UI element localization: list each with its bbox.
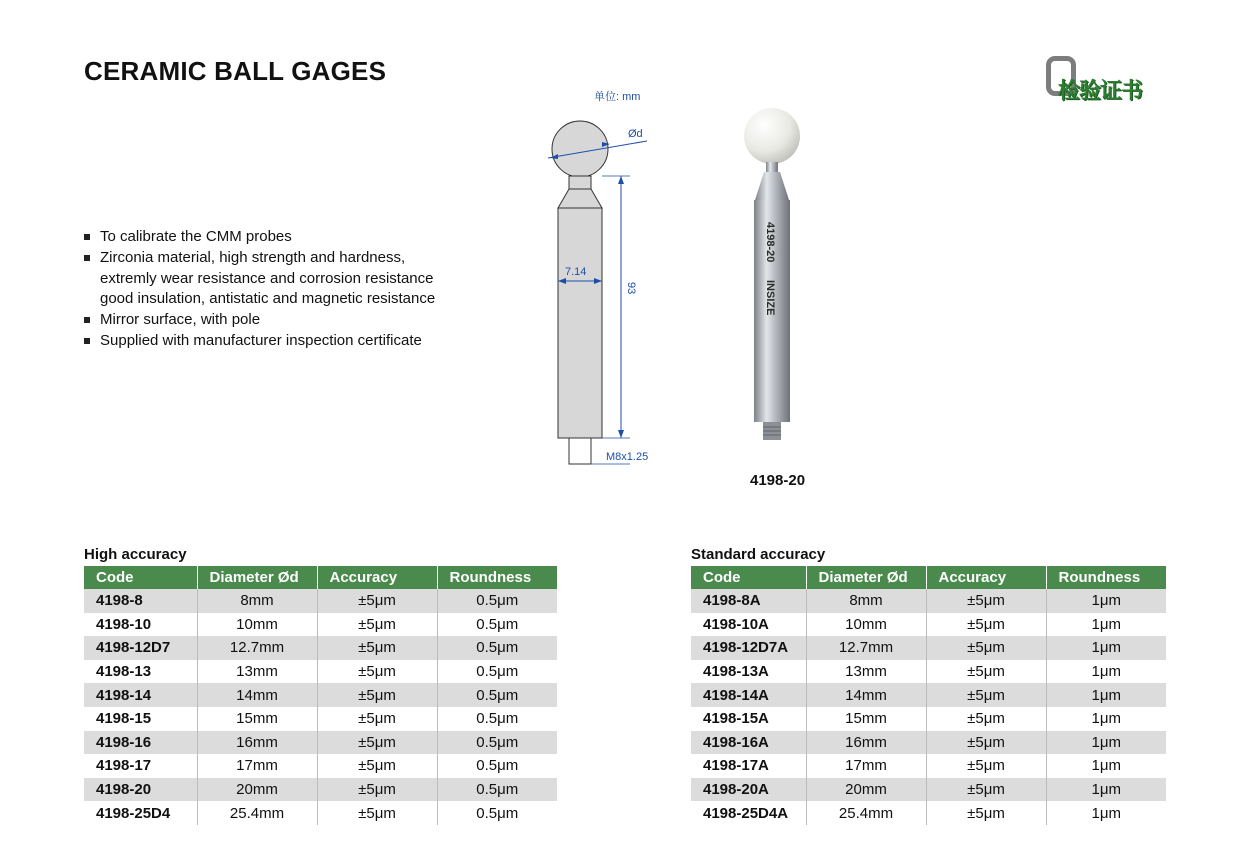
product-photo <box>735 100 825 460</box>
cell-diameter: 13mm <box>806 660 926 684</box>
feature-item <box>84 227 504 248</box>
cell-roundness: 0.5μm <box>437 801 557 825</box>
ceramic-ball <box>744 108 800 164</box>
cell-diameter: 8mm <box>197 589 317 613</box>
cell-accuracy: ±5μm <box>926 778 1046 802</box>
cell-roundness: 1μm <box>1046 636 1166 660</box>
cell-code: 4198-14 <box>84 683 197 707</box>
feature-text: Supplied with manufacturer inspection certificate <box>100 331 422 349</box>
page-title: CERAMIC BALL GAGES <box>84 56 387 86</box>
cell-roundness: 0.5μm <box>437 731 557 755</box>
cell-accuracy: ±5μm <box>317 613 437 637</box>
cell-code: 4198-25D4A <box>691 801 806 825</box>
bullet-square-icon <box>84 255 90 261</box>
column-header-roundness: Roundness <box>437 566 557 589</box>
table-row <box>691 636 1166 660</box>
cell-diameter: 20mm <box>806 778 926 802</box>
cell-accuracy: ±5μm <box>926 636 1046 660</box>
cell-accuracy: ±5μm <box>317 778 437 802</box>
product-photo-label: 4198-20 <box>750 472 806 489</box>
table-row <box>84 778 557 802</box>
table-row <box>84 636 557 660</box>
cell-accuracy: ±5μm <box>317 683 437 707</box>
cell-code: 4198-17A <box>691 754 806 778</box>
cell-code: 4198-13A <box>691 660 806 684</box>
cell-code: 4198-8 <box>84 589 197 613</box>
cell-code: 4198-17 <box>84 754 197 778</box>
cell-code: 4198-13 <box>84 660 197 684</box>
table-row <box>84 731 557 755</box>
table-row <box>691 707 1166 731</box>
engraved-model: 4198-20 <box>764 222 776 263</box>
cell-roundness: 1μm <box>1046 660 1166 684</box>
table-row <box>84 707 557 731</box>
cell-accuracy: ±5μm <box>926 589 1046 613</box>
table-row <box>691 613 1166 637</box>
length-label: 93 <box>625 282 637 295</box>
cell-code: 4198-20 <box>84 778 197 802</box>
cell-roundness: 0.5μm <box>437 613 557 637</box>
cell-roundness: 1μm <box>1046 589 1166 613</box>
arrow-head-icon <box>618 176 624 184</box>
table-row <box>84 589 557 613</box>
table-row <box>84 660 557 684</box>
cell-code: 4198-10 <box>84 613 197 637</box>
cell-accuracy: ±5μm <box>926 731 1046 755</box>
bullet-square-icon <box>84 317 90 323</box>
cell-roundness: 1μm <box>1046 707 1166 731</box>
cell-code: 4198-14A <box>691 683 806 707</box>
shank-outline <box>558 208 602 438</box>
table-header-row <box>84 566 557 589</box>
feature-item <box>84 331 504 352</box>
cell-accuracy: ±5μm <box>926 707 1046 731</box>
feature-text: Zirconia material, high strength and hardness, <box>100 248 406 266</box>
cell-accuracy: ±5μm <box>317 589 437 613</box>
neck-outline <box>569 176 591 189</box>
cell-diameter: 14mm <box>806 683 926 707</box>
taper-outline <box>558 189 602 208</box>
table-row <box>691 660 1166 684</box>
shaft-taper <box>755 172 789 200</box>
cell-diameter: 17mm <box>197 754 317 778</box>
table-row <box>691 731 1166 755</box>
cell-accuracy: ±5μm <box>926 660 1046 684</box>
cell-roundness: 0.5μm <box>437 589 557 613</box>
cell-accuracy: ±5μm <box>317 731 437 755</box>
cell-accuracy: ±5μm <box>317 660 437 684</box>
table-row <box>84 613 557 637</box>
cell-roundness: 1μm <box>1046 731 1166 755</box>
high-accuracy-title: High accuracy <box>84 546 187 563</box>
cell-roundness: 0.5μm <box>437 707 557 731</box>
cell-roundness: 0.5μm <box>437 754 557 778</box>
cell-code: 4198-10A <box>691 613 806 637</box>
cell-code: 4198-15A <box>691 707 806 731</box>
column-header-accuracy: Accuracy <box>317 566 437 589</box>
thread-label: M8x1.25 <box>606 451 649 463</box>
cell-code: 4198-12D7A <box>691 636 806 660</box>
bullet-square-icon <box>84 234 90 240</box>
cell-code: 4198-16 <box>84 731 197 755</box>
feature-item-continued <box>84 289 504 310</box>
table-row <box>691 778 1166 802</box>
feature-item <box>84 248 504 269</box>
table-row <box>691 683 1166 707</box>
standard-accuracy-table <box>691 566 1166 825</box>
cell-diameter: 10mm <box>197 613 317 637</box>
cell-diameter: 14mm <box>197 683 317 707</box>
feature-text: To calibrate the CMM probes <box>100 228 292 245</box>
cell-roundness: 1μm <box>1046 778 1166 802</box>
cell-accuracy: ±5μm <box>317 801 437 825</box>
cell-accuracy: ±5μm <box>317 754 437 778</box>
cell-code: 4198-16A <box>691 731 806 755</box>
feature-text: Mirror surface, with pole <box>100 311 261 329</box>
cell-roundness: 1μm <box>1046 613 1166 637</box>
cell-roundness: 0.5μm <box>437 660 557 684</box>
standard-accuracy-rows <box>691 589 1166 825</box>
feature-text: good insulation, antistatic and magnetic resistance <box>100 290 436 308</box>
high-accuracy-table <box>84 566 557 825</box>
column-header-diameter: Diameter Ød <box>806 566 926 589</box>
table-row <box>84 801 557 825</box>
table-header-row <box>691 566 1166 589</box>
column-header-code: Code <box>84 566 197 589</box>
column-header-code: Code <box>691 566 806 589</box>
cell-code: 4198-8A <box>691 589 806 613</box>
table-row <box>691 589 1166 613</box>
table-row <box>691 801 1166 825</box>
cell-diameter: 15mm <box>806 707 926 731</box>
cell-accuracy: ±5μm <box>926 613 1046 637</box>
cell-diameter: 16mm <box>197 731 317 755</box>
cell-roundness: 0.5μm <box>437 778 557 802</box>
cell-accuracy: ±5μm <box>926 754 1046 778</box>
cell-diameter: 17mm <box>806 754 926 778</box>
cell-diameter: 15mm <box>197 707 317 731</box>
engraved-brand-logo: INSIZE <box>764 280 776 316</box>
cell-roundness: 0.5μm <box>437 636 557 660</box>
column-header-accuracy: Accuracy <box>926 566 1046 589</box>
ball-neck <box>766 162 778 172</box>
certificate-badge <box>1046 56 1158 103</box>
technical-drawing <box>520 86 670 486</box>
cell-accuracy: ±5μm <box>317 707 437 731</box>
cell-diameter: 12.7mm <box>197 636 317 660</box>
cell-diameter: 10mm <box>806 613 926 637</box>
cell-code: 4198-15 <box>84 707 197 731</box>
shank-diameter-label: 7.14 <box>565 266 587 278</box>
certificate-badge-text: 检验证书 <box>1058 78 1143 103</box>
cell-diameter: 8mm <box>806 589 926 613</box>
bullet-square-icon <box>84 338 90 344</box>
cell-diameter: 25.4mm <box>197 801 317 825</box>
cell-roundness: 1μm <box>1046 754 1166 778</box>
cell-accuracy: ±5μm <box>926 801 1046 825</box>
column-header-roundness: Roundness <box>1046 566 1166 589</box>
table-row <box>84 754 557 778</box>
feature-text: extremly wear resistance and corrosion resistance <box>100 269 434 287</box>
arrow-head-icon <box>618 430 624 438</box>
cell-accuracy: ±5μm <box>926 683 1046 707</box>
high-accuracy-rows <box>84 589 557 825</box>
feature-item <box>84 310 504 331</box>
feature-list <box>84 227 504 352</box>
cell-diameter: 25.4mm <box>806 801 926 825</box>
unit-label: 单位: mm <box>594 91 641 103</box>
table-row <box>84 683 557 707</box>
cell-code: 4198-12D7 <box>84 636 197 660</box>
cell-diameter: 13mm <box>197 660 317 684</box>
cell-accuracy: ±5μm <box>317 636 437 660</box>
table-row <box>691 754 1166 778</box>
cell-diameter: 12.7mm <box>806 636 926 660</box>
cell-code: 4198-20A <box>691 778 806 802</box>
cell-roundness: 0.5μm <box>437 683 557 707</box>
standard-accuracy-title: Standard accuracy <box>691 546 826 563</box>
column-header-diameter: Diameter Ød <box>197 566 317 589</box>
ball-diameter-label: Ød <box>628 128 643 140</box>
cell-roundness: 1μm <box>1046 801 1166 825</box>
feature-item-continued <box>84 269 504 290</box>
thread-outline <box>569 438 591 464</box>
cell-code: 4198-25D4 <box>84 801 197 825</box>
cell-roundness: 1μm <box>1046 683 1166 707</box>
cell-diameter: 16mm <box>806 731 926 755</box>
cell-diameter: 20mm <box>197 778 317 802</box>
